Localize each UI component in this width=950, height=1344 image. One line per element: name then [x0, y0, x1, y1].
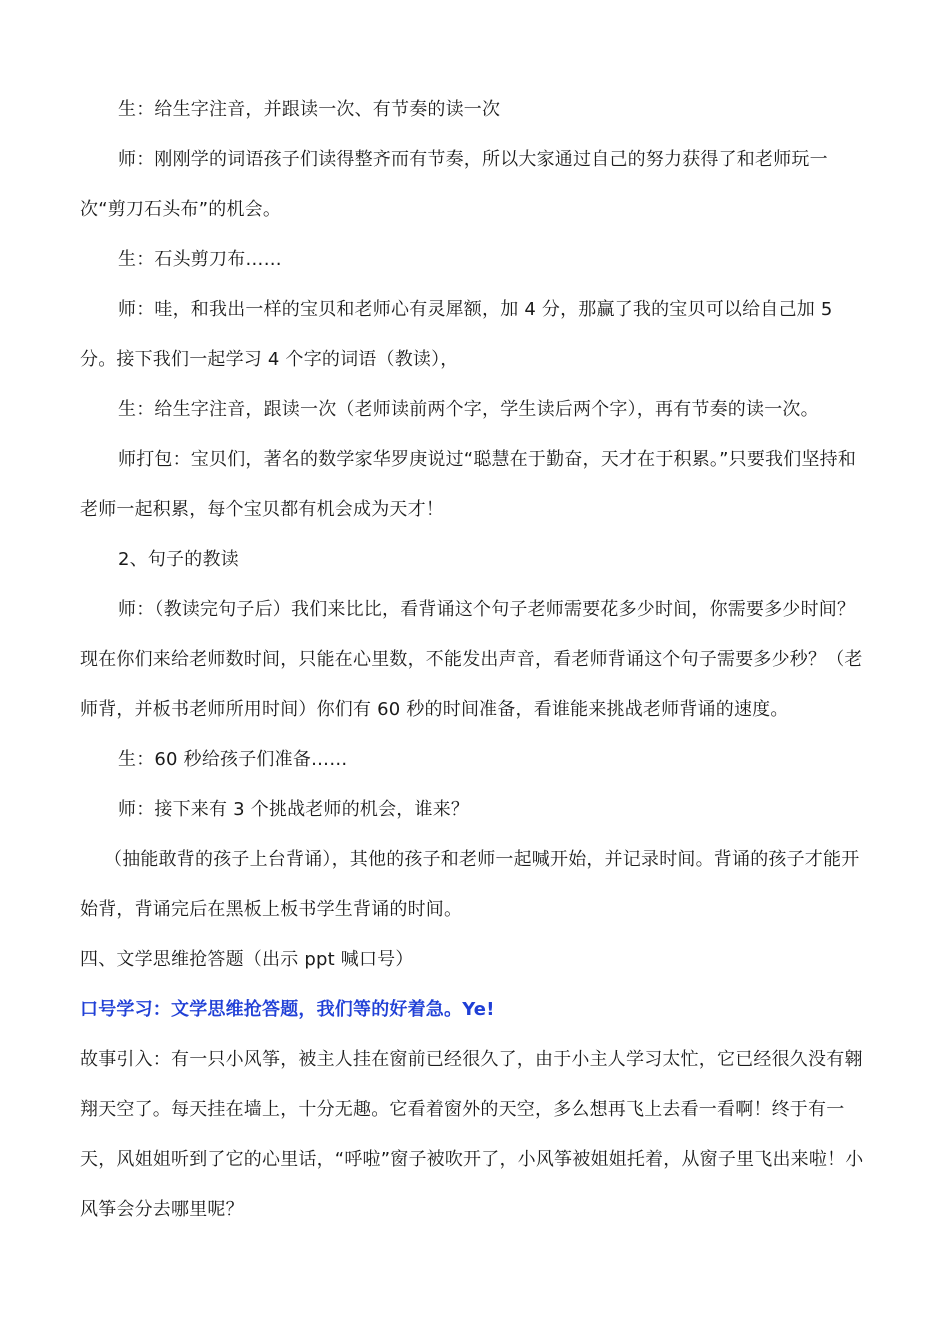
paragraph-student-1: 生：给生字注音，并跟读一次、有节奏的读一次 — [118, 99, 501, 120]
paragraph-teacher-2: 师：哇，和我出一样的宝贝和老师心有灵犀额，加 4 分，那赢了我的宝贝可以给自己加 5 分。接下我们一起学习 4 个字的词语（教读）， — [80, 299, 833, 370]
paragraph-teacher-1: 师：刚刚学的词语孩子们读得整齐而有节奏，所以大家通过自己的努力获得了和老师玩一次“剪刀石头布”的机会。 — [80, 149, 828, 220]
section-heading-literature-quiz: 四、文学思维抢答题（出示 ppt 喊口号） — [80, 949, 414, 970]
paragraph-teacher-summary: 师打包：宝贝们，著名的数学家华罗庚说过“聪慧在于勤奋，天才在于积累。”只要我们坚持和老师一起积累，每个宝贝都有机会成为天才！ — [80, 449, 857, 520]
paragraph-activity-note: （抽能敢背的孩子上台背诵），其他的孩子和老师一起喊开始，并记录时间。背诵的孩子才能开始背，背诵完后在黑板上板书学生背诵的时间。 — [80, 849, 860, 920]
slogan-highlight: 口号学习：文学思维抢答题，我们等的好着急。Ye! — [80, 999, 495, 1020]
paragraph-teacher-4: 师：接下来有 3 个挑战老师的机会，谁来？ — [118, 799, 470, 820]
paragraph-teacher-3: 师：（教读完句子后）我们来比比，看背诵这个句子老师需要花多少时间，你需要多少时间？现在你们来给老师数时间，只能在心里数，不能发出声音，看老师背诵这个句子需要多少秒？（老师背，并板书老师所用时间）你们有 60 秒的时间准备，看谁能来挑战老师背诵的速度。 — [80, 599, 863, 720]
paragraph-student-4: 生：60 秒给孩子们准备…… — [118, 749, 348, 770]
section-heading-sentences: 2、句子的教读 — [118, 549, 239, 570]
paragraph-student-3: 生：给生字注音，跟读一次（老师读前两个字，学生读后两个字），再有节奏的读一次。 — [118, 399, 819, 420]
paragraph-story-intro: 故事引入：有一只小风筝，被主人挂在窗前已经很久了，由于小主人学习太忙，它已经很久没有翱翔天空了。每天挂在墙上，十分无趣。它看着窗外的天空，多么想再飞上去看一看啊！终于有一天，风姐姐听到了它的心里话，“呼啦”窗子被吹开了，小风筝被姐姐托着，从窗子里飞出来啦！小风筝会分去哪里呢？ — [80, 1049, 864, 1220]
paragraph-student-2: 生：石头剪刀布…… — [118, 249, 282, 270]
